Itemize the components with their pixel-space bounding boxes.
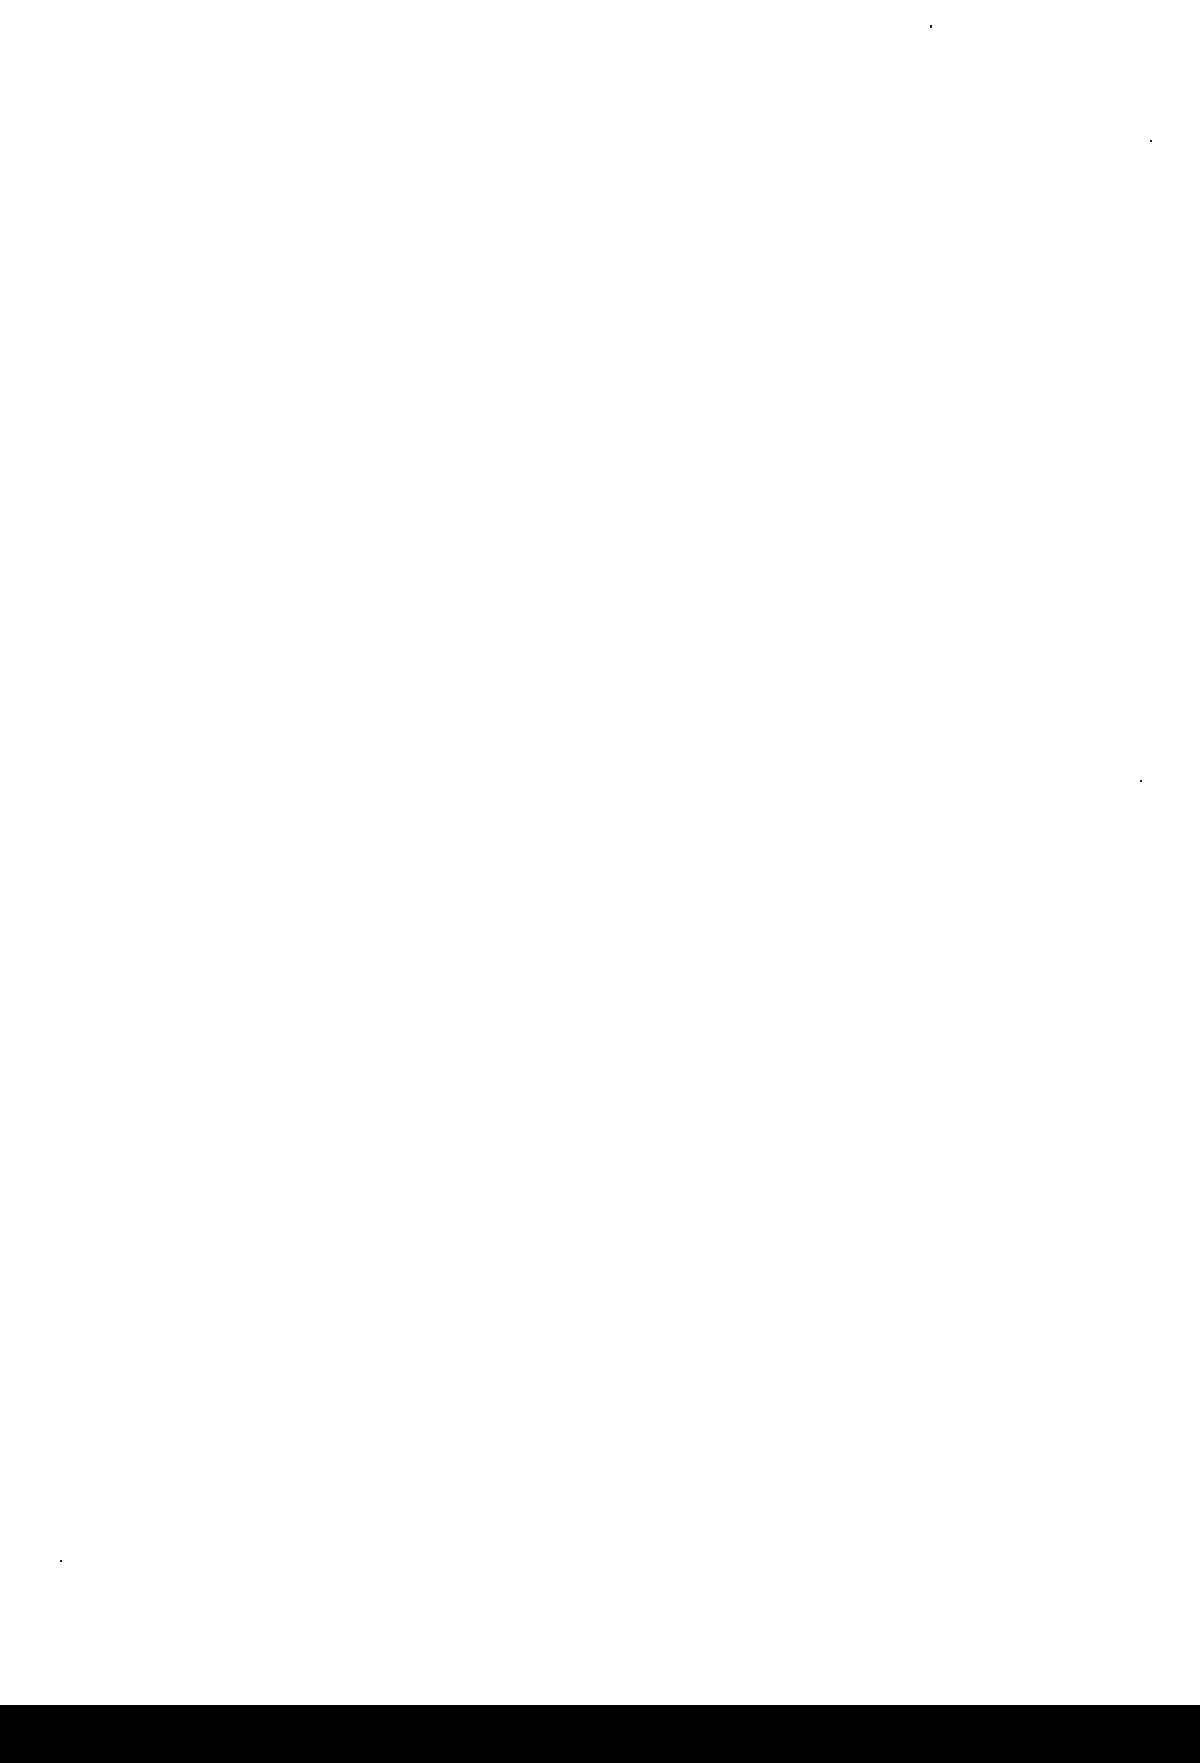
table-body (177, 0, 1099, 1620)
investment-objects-table (177, 0, 1099, 1620)
rotated-table-wrapper (177, 45, 1099, 1620)
scan-speck (1140, 780, 1142, 782)
scan-speck (60, 1560, 62, 1562)
scan-speck (1150, 140, 1152, 142)
scan-border-bar (0, 1705, 1200, 1763)
